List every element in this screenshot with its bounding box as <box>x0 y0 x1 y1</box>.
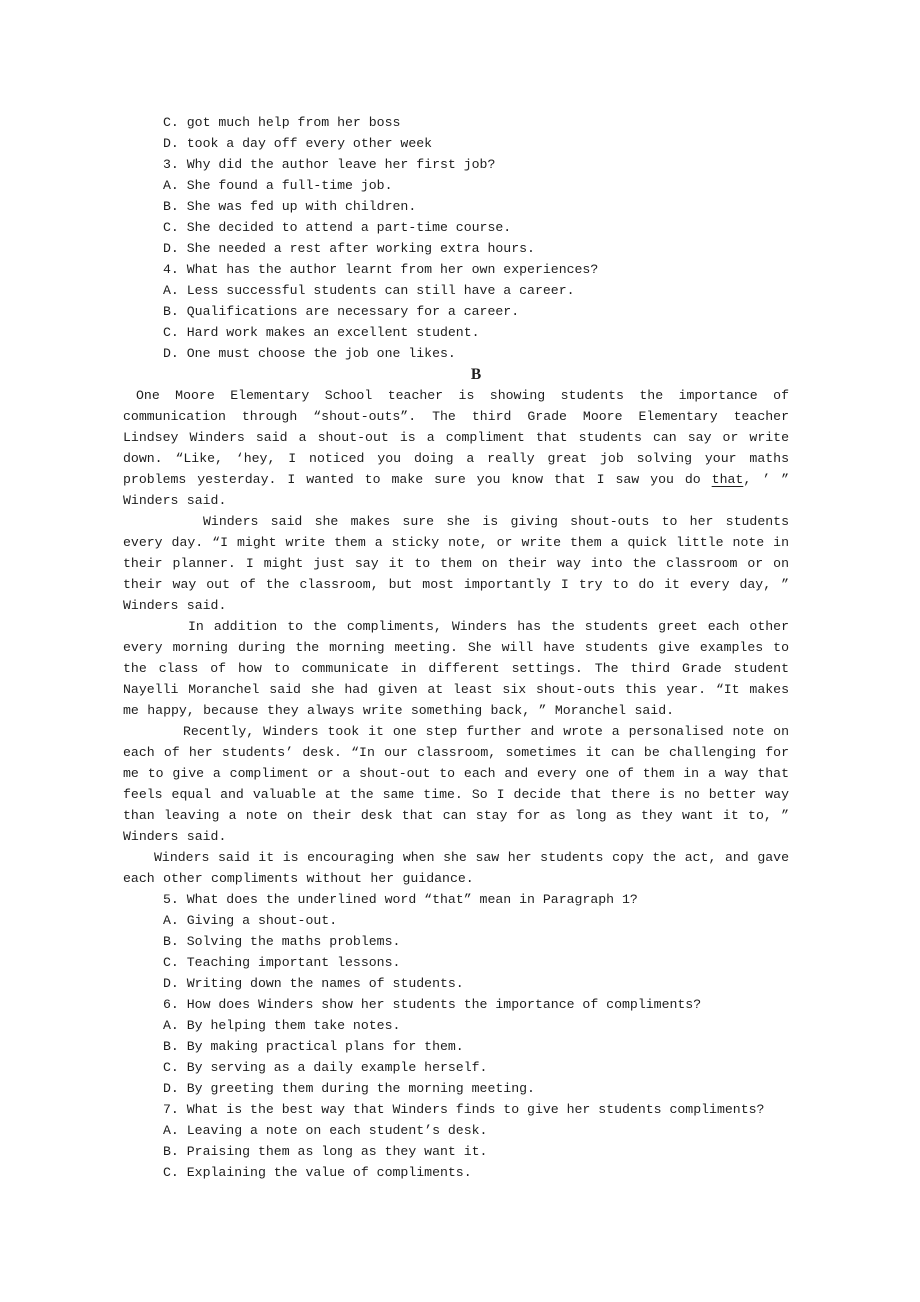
option-line: B. Praising them as long as they want it. <box>163 1144 488 1159</box>
option-line: C. Teaching important lessons. <box>163 955 401 970</box>
underlined-word-that: that <box>711 472 744 487</box>
paragraph-1-text-before: One Moore Elementary School teacher is showing students the importance of communication through “shout-outs”. The third Grade Moore Elementary teacher Lindsey Winders said a shout-out is a compliment that students can say or write down. “Like, ‘hey, I noticed you doing a really great job solving your maths problems yesterday. I wanted to make sure you know that I saw you do <box>123 388 789 487</box>
option-line: B. Solving the maths problems. <box>163 934 401 949</box>
option-line: A. Leaving a note on each student’s desk. <box>163 1123 488 1138</box>
option-line: A. By helping them take notes. <box>163 1018 401 1033</box>
option-line: B. Qualifications are necessary for a career. <box>163 304 520 319</box>
option-line: B. By making practical plans for them. <box>163 1039 464 1054</box>
option-line: D. She needed a rest after working extra hours. <box>163 241 535 256</box>
question-5: 5. What does the underlined word “that” mean in Paragraph 1? <box>163 892 638 907</box>
passage-paragraph-4: Recently, Winders took it one step further and wrote a personalised note on each of her students’ desk. “In our classroom, sometimes it can be challenging for me to give a compliment or a shout-out to each and every one of them in a way that feels equal and valuable at the same time. So I decide that there is no better way than leaving a note on their desk that can stay for as long as they want it to, ” Winders said. <box>123 724 789 844</box>
passage-paragraph-3: In addition to the compliments, Winders has the students greet each other every morning during the morning meeting. She will have students give examples to the class of how to communicate in different settings. The third Grade student Nayelli Moranchel said she had given at least six shout-outs this year. “It makes me happy, because they always write something back, ” Moranchel said. <box>123 619 789 718</box>
option-line: A. Giving a shout-out. <box>163 913 338 928</box>
option-line: C. She decided to attend a part-time course. <box>163 220 512 235</box>
option-line: C. Explaining the value of compliments. <box>163 1165 472 1180</box>
option-line: C. By serving as a daily example herself. <box>163 1060 488 1075</box>
question-4: 4. What has the author learnt from her own experiences? <box>163 262 599 277</box>
passage-paragraph-5: Winders said it is encouraging when she saw her students copy the act, and gave each other compliments without her guidance. <box>123 850 789 886</box>
option-line: B. She was fed up with children. <box>163 199 417 214</box>
option-line: A. She found a full-time job. <box>163 178 393 193</box>
option-line: D. took a day off every other week <box>163 136 433 151</box>
passage-paragraph-1 <box>123 385 789 511</box>
passage-paragraph-2: Winders said she makes sure she is giving shout-outs to her students every day. “I might write them a sticky note, or write them a quick little note in their planner. I might just say it to them on their way into the classroom or on their way out of the classroom, but most importantly I try to do it every day, ” Winders said. <box>123 514 789 613</box>
option-line: C. got much help from her boss <box>163 115 401 130</box>
question-3: 3. Why did the author leave her first job? <box>163 157 496 172</box>
question-7: 7. What is the best way that Winders finds to give her students compliments? <box>163 1102 765 1117</box>
option-line: A. Less successful students can still have a career. <box>163 283 575 298</box>
section-b-heading: B <box>470 366 482 383</box>
question-6: 6. How does Winders show her students the importance of compliments? <box>163 997 702 1012</box>
option-line: C. Hard work makes an excellent student. <box>163 325 480 340</box>
paragraph-1-text-after: , ’ ” Winders said. <box>123 472 789 508</box>
option-line: D. By greeting them during the morning meeting. <box>163 1081 535 1096</box>
exam-text-column <box>123 112 789 1183</box>
option-line: D. Writing down the names of students. <box>163 976 464 991</box>
option-line: D. One must choose the job one likes. <box>163 346 456 361</box>
